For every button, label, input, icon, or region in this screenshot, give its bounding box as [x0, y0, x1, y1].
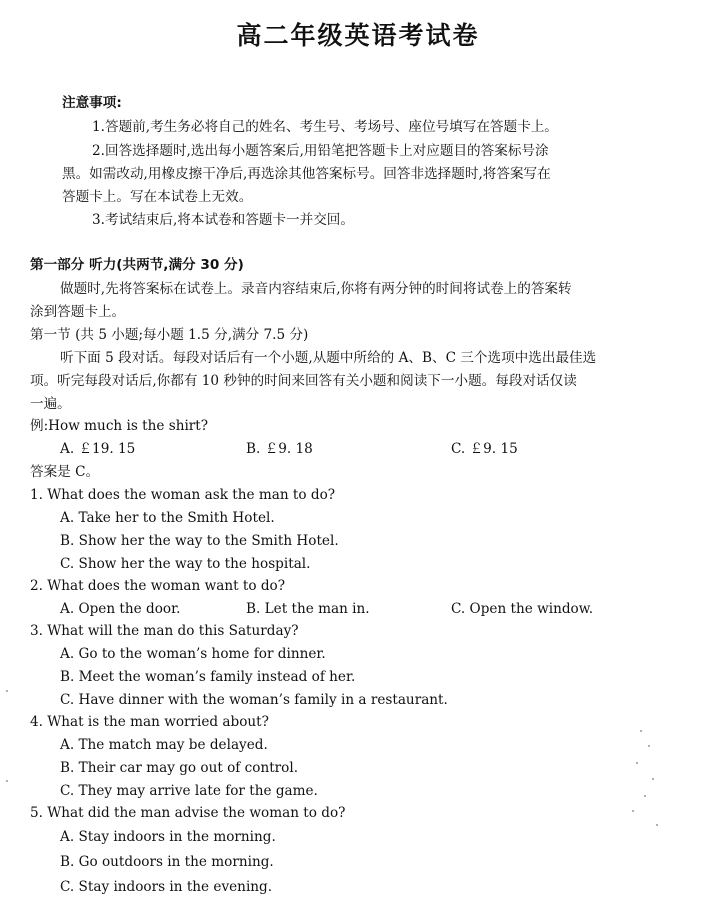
- question-text: 1. What does the woman ask the man to do?: [30, 487, 336, 503]
- option-a: A. Open the door.: [60, 601, 181, 617]
- option-a: A. Take her to the Smith Hotel.: [60, 510, 275, 526]
- question-text: 4. What is the man worried about?: [30, 714, 269, 730]
- option-b: B. Their car may go out of control.: [60, 760, 299, 776]
- notice-item: 答题卡上。写在本试卷上无效。: [62, 189, 253, 205]
- option-c: C. Show her the way to the hospital.: [60, 556, 311, 572]
- option-a: A. The match may be delayed.: [60, 737, 268, 753]
- option-b: B. Show her the way to the Smith Hotel.: [60, 533, 339, 549]
- option-c: C. Open the window.: [451, 601, 594, 617]
- option-a: A. Stay indoors in the morning.: [60, 829, 276, 845]
- part1-intro: 涂到答题卡上。: [30, 304, 126, 320]
- section1-instructions: 听下面 5 段对话。每段对话后有一个小题,从题中所给的 A、B、C 三个选项中选出最佳选: [60, 350, 597, 366]
- part1-intro: 做题时,先将答案标在试卷上。录音内容结束后,你将有两分钟的时间将试卷上的答案转: [60, 281, 572, 297]
- example-option-b: B. ￡9. 18: [246, 441, 313, 457]
- notice-item: 3.考试结束后,将本试卷和答题卡一并交回。: [92, 212, 354, 228]
- example-option-a: A. ￡19. 15: [60, 441, 136, 457]
- question-text: 2. What does the woman want to do?: [30, 578, 286, 594]
- option-b: B. Meet the woman’s family instead of her.: [60, 669, 356, 685]
- option-b: B. Go outdoors in the morning.: [60, 854, 274, 870]
- question-text: 3. What will the man do this Saturday?: [30, 623, 299, 639]
- option-b: B. Let the man in.: [246, 601, 370, 617]
- option-a: A. Go to the woman’s home for dinner.: [60, 646, 326, 662]
- example-answer: 答案是 C。: [30, 464, 100, 480]
- section1-heading: 第一节 (共 5 小题;每小题 1.5 分,满分 7.5 分): [30, 327, 309, 343]
- page-title: 高二年级英语考试卷: [236, 21, 480, 50]
- example-question: 例:How much is the shirt?: [30, 418, 209, 434]
- option-c: C. Stay indoors in the evening.: [60, 879, 273, 895]
- question-text: 5. What did the man advise the woman to do?: [30, 805, 346, 821]
- option-c: C. They may arrive late for the game.: [60, 783, 318, 799]
- option-c: C. Have dinner with the woman’s family in a restaurant.: [60, 692, 448, 708]
- notice-item: 2.回答选择题时,选出每小题答案后,用铅笔把答题卡上对应题目的答案标号涂: [92, 143, 549, 159]
- section1-instructions: 一遍。: [30, 396, 71, 412]
- section1-instructions: 项。听完每段对话后,你都有 10 秒钟的时间来回答有关小题和阅读下一小题。每段对话仅读: [30, 373, 577, 389]
- notice-item: 黑。如需改动,用橡皮擦干净后,再选涂其他答案标号。回答非选择题时,将答案写在: [62, 166, 551, 182]
- notice-heading: 注意事项:: [62, 95, 122, 111]
- example-option-c: C. ￡9. 15: [451, 441, 518, 457]
- notice-item: 1.答题前,考生务必将自己的姓名、考生号、考场号、座位号填写在答题卡上。: [92, 119, 558, 135]
- part1-heading: 第一部分 听力(共两节,满分 30 分): [30, 257, 244, 273]
